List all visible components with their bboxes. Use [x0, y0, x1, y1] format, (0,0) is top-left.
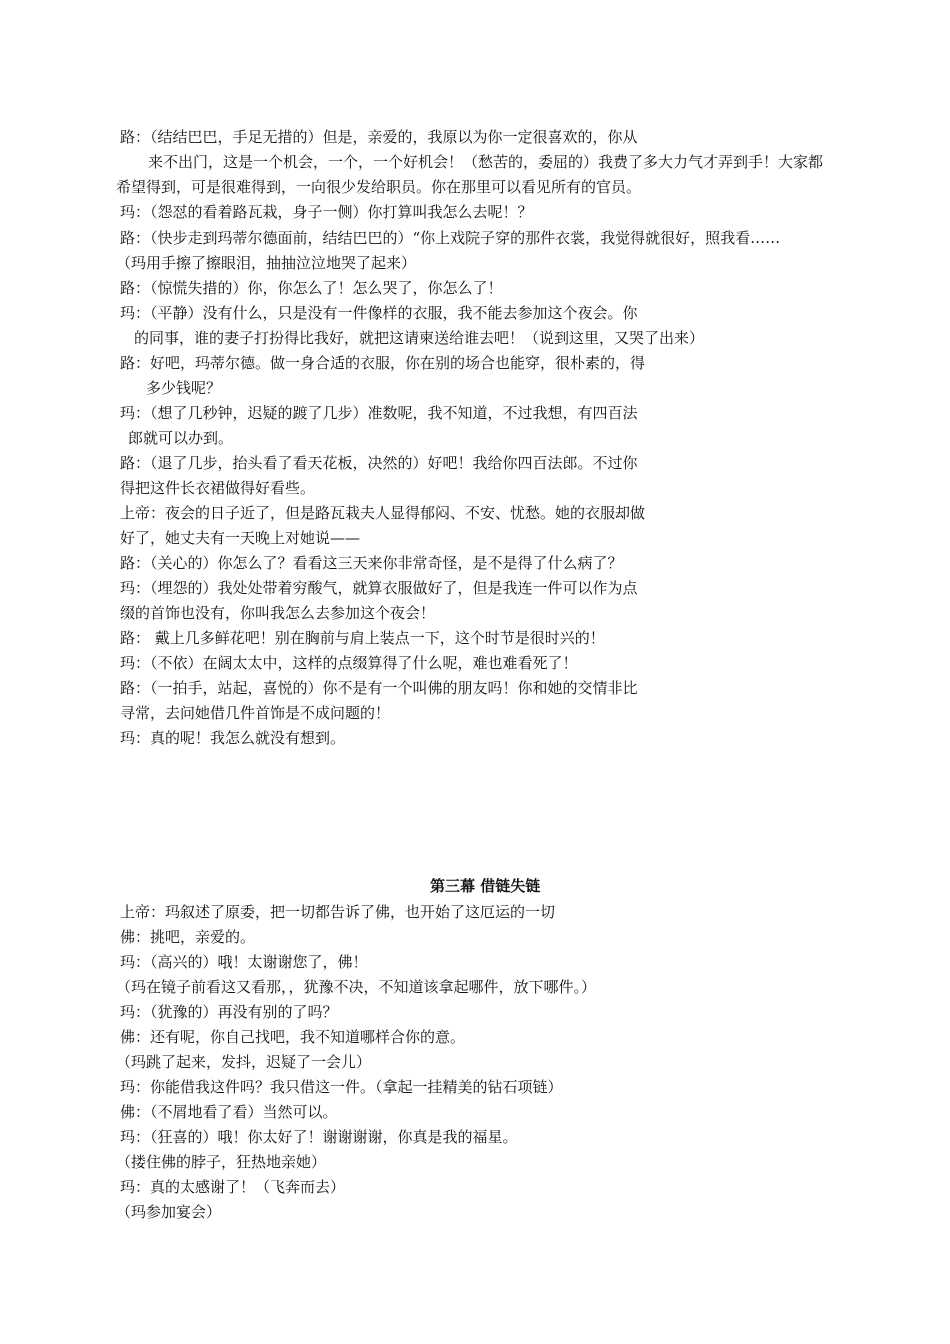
dialogue-line: 玛：你能借我这件吗？我只借这一件。（拿起一挂精美的钻石项链）: [120, 1078, 563, 1096]
dialogue-line: 玛：（狂喜的）哦！你太好了！谢谢谢谢，你真是我的福星。: [120, 1128, 518, 1146]
stage-direction: （玛用手擦了擦眼泪，抽抽泣泣地哭了起来）: [116, 254, 417, 272]
dialogue-line: 寻常，去问她借几件首饰是不成问题的！: [120, 704, 391, 722]
dialogue-line: 玛：（犹豫的）再没有别的了吗？: [120, 1003, 338, 1021]
dialogue-line: 路：好吧，玛蒂尔德。做一身合适的衣服，你在别的场合也能穿，很朴素的，得: [120, 354, 646, 372]
dialogue-line: 玛：真的太感谢了！（飞奔而去）: [120, 1178, 346, 1196]
dialogue-line: 佛：挑吧，亲爱的。: [120, 928, 256, 946]
narration-line: 上帝：夜会的日子近了，但是路瓦栽夫人显得郁闷、不安、忧愁。她的衣服却做: [120, 504, 646, 522]
dialogue-line: 希望得到，可是很难得到，一向很少发给职员。你在那里可以看见所有的官员。: [116, 178, 642, 196]
dialogue-line: 路：（快步走到玛蒂尔德面前，结结巴巴的）“你上戏院子穿的那件衣裳，我觉得就很好，照我看……: [120, 229, 781, 247]
stage-direction: （搂住佛的脖子，狂热地亲她）: [116, 1153, 327, 1171]
dialogue-line: 玛：（想了几秒钟，迟疑的踱了几步）准数呢，我不知道，不过我想，有四百法: [120, 404, 638, 422]
stage-direction: （玛跳了起来，发抖，迟疑了一会儿）: [116, 1053, 372, 1071]
narration-line: 好了，她丈夫有一天晚上对她说——: [120, 529, 361, 547]
dialogue-line: 路：（一拍手，站起，喜悦的）你不是有一个叫佛的朋友吗！你和她的交情非比: [120, 679, 638, 697]
dialogue-line: 的同事，谁的妻子打扮得比我好，就把这请柬送给谁去吧！（说到这里，又哭了出来）: [134, 329, 705, 347]
stage-direction: （玛在镜子前看这又看那，，犹豫不决，不知道该拿起哪件，放下哪件。）: [116, 978, 597, 996]
dialogue-line: 得把这件长衣裙做得好看些。: [120, 479, 316, 497]
dialogue-line: 玛：（不依）在阔太太中，这样的点缀算得了什么呢，难也难看死了！: [120, 654, 578, 672]
dialogue-line: 多少钱呢？: [146, 379, 222, 397]
dialogue-line: 佛：还有呢，你自己找吧，我不知道哪样合你的意。: [120, 1028, 466, 1046]
stage-direction: （玛参加宴会）: [116, 1203, 222, 1221]
dialogue-line: 路： 戴上几多鲜花吧！别在胸前与肩上装点一下，这个时节是很时兴的！: [120, 629, 605, 647]
dialogue-line: 玛：（怨怼的看着路瓦栽，身子一侧）你打算叫我怎么去呢！？: [120, 203, 533, 221]
dialogue-line: 缀的首饰也没有，你叫我怎么去参加这个夜会！: [120, 604, 436, 622]
dialogue-line: 郎就可以办到。: [128, 429, 234, 447]
dialogue-line: 玛：真的呢！我怎么就没有想到。: [120, 729, 346, 747]
dialogue-line: 玛：（高兴的）哦！太谢谢您了，佛！: [120, 953, 368, 971]
dialogue-line: 玛：（埋怨的）我处处带着穷酸气，就算衣服做好了，但是我连一件可以作为点: [120, 579, 638, 597]
act-title: 第三幕 借链失链: [430, 877, 541, 895]
dialogue-line: 路：（退了几步，抬头看了看天花板，决然的）好吧！我给你四百法郎。不过你: [120, 454, 638, 472]
dialogue-line: 路：（关心的）你怎么了？看看这三天来你非常奇怪，是不是得了什么病了？: [120, 554, 623, 572]
dialogue-line: 来不出门，这是一个机会，一个，一个好机会！（愁苦的，委屈的）我费了多大力气才弄到手！大家都: [148, 153, 824, 171]
dialogue-line: 路：（结结巴巴，手足无措的）但是，亲爱的，我原以为你一定很喜欢的，你从: [120, 128, 638, 146]
dialogue-line: 佛：（不屑地看了看）当然可以。: [120, 1103, 338, 1121]
dialogue-line: 路：（惊慌失措的）你，你怎么了！怎么哭了，你怎么了！: [120, 279, 503, 297]
narration-line: 上帝：玛叙述了原委，把一切都告诉了佛，也开始了这厄运的一切: [120, 903, 556, 921]
dialogue-line: 玛：（平静）没有什么，只是没有一件像样的衣服，我不能去参加这个夜会。你: [120, 304, 638, 322]
